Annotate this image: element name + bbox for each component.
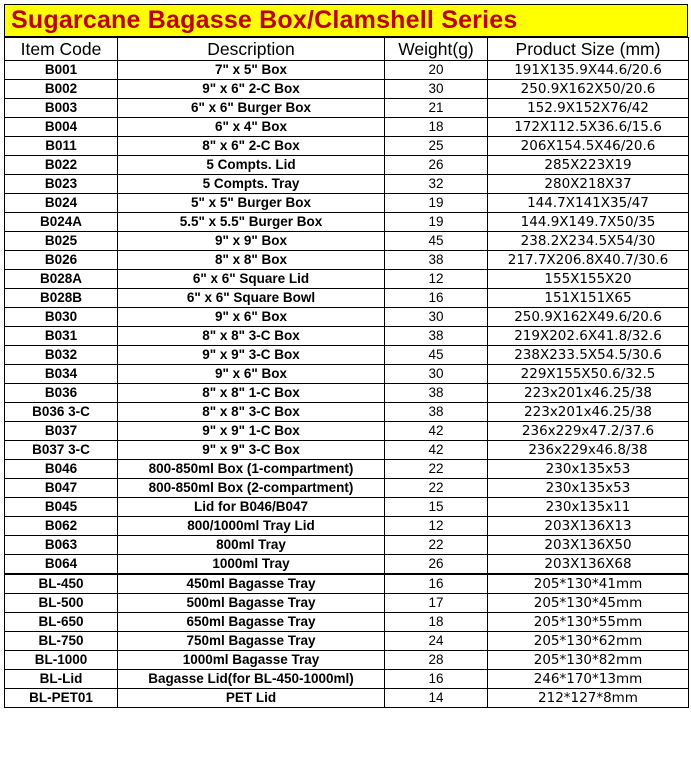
header-item-code: Item Code: [5, 38, 118, 61]
description-cell: 800/1000ml Tray Lid: [118, 517, 385, 536]
weight-cell: 28: [385, 651, 488, 670]
weight-cell: 45: [385, 232, 488, 251]
product-size-cell: 205*130*41mm: [488, 574, 689, 594]
item-code-cell: B026: [5, 251, 118, 270]
table-row: [5, 99, 689, 118]
item-code-cell: B063: [5, 536, 118, 555]
weight-cell: 22: [385, 460, 488, 479]
item-code-cell: B025: [5, 232, 118, 251]
description-cell: 8" x 8" 1-C Box: [118, 384, 385, 403]
description-cell: 9" x 6" Box: [118, 308, 385, 327]
page-title: Sugarcane Bagasse Box/Clamshell Series: [11, 6, 518, 34]
product-size-cell: 144.7X141X35/47: [488, 194, 689, 213]
product-size-cell: 230x135x53: [488, 479, 689, 498]
description-cell: 9" x 9" 1-C Box: [118, 422, 385, 441]
description-cell: 9" x 9" Box: [118, 232, 385, 251]
weight-cell: 38: [385, 327, 488, 346]
product-size-cell: 206X154.5X46/20.6: [488, 137, 689, 156]
header-product-size: Product Size (mm): [488, 38, 689, 61]
weight-cell: 20: [385, 61, 488, 80]
item-code-cell: B028B: [5, 289, 118, 308]
table-row: [5, 670, 689, 689]
product-size-cell: 238X233.5X54.5/30.6: [488, 346, 689, 365]
item-code-cell: BL-PET01: [5, 689, 118, 708]
product-size-cell: 230x135x11: [488, 498, 689, 517]
product-size-cell: 203X136X50: [488, 536, 689, 555]
description-cell: 6" x 6" Square Bowl: [118, 289, 385, 308]
description-cell: PET Lid: [118, 689, 385, 708]
table-row: [5, 175, 689, 194]
item-code-cell: B034: [5, 365, 118, 384]
weight-cell: 30: [385, 80, 488, 99]
description-cell: 9" x 6" Box: [118, 365, 385, 384]
header-description: Description: [118, 38, 385, 61]
table-row: [5, 270, 689, 289]
product-size-cell: 205*130*45mm: [488, 594, 689, 613]
table-row: [5, 365, 689, 384]
item-code-cell: B001: [5, 61, 118, 80]
product-size-cell: 223x201x46.25/38: [488, 403, 689, 422]
product-size-cell: 152.9X152X76/42: [488, 99, 689, 118]
description-cell: 800ml Tray: [118, 536, 385, 555]
product-size-cell: 155X155X20: [488, 270, 689, 289]
item-code-cell: BL-500: [5, 594, 118, 613]
table-row: [5, 517, 689, 536]
product-size-cell: 280X218X37: [488, 175, 689, 194]
product-size-cell: 205*130*82mm: [488, 651, 689, 670]
product-size-cell: 144.9X149.7X50/35: [488, 213, 689, 232]
weight-cell: 12: [385, 270, 488, 289]
table-row: [5, 156, 689, 175]
table-row: [5, 80, 689, 99]
weight-cell: 38: [385, 251, 488, 270]
description-cell: 500ml Bagasse Tray: [118, 594, 385, 613]
product-size-cell: 236x229x46.8/38: [488, 441, 689, 460]
product-size-cell: 223x201x46.25/38: [488, 384, 689, 403]
title-banner: [4, 4, 688, 37]
item-code-cell: B046: [5, 460, 118, 479]
table-row: [5, 194, 689, 213]
weight-cell: 14: [385, 689, 488, 708]
table-row: [5, 479, 689, 498]
item-code-cell: B032: [5, 346, 118, 365]
table-row: [5, 327, 689, 346]
table-row: [5, 289, 689, 308]
weight-cell: 22: [385, 536, 488, 555]
weight-cell: 15: [385, 498, 488, 517]
item-code-cell: B037: [5, 422, 118, 441]
table-row: [5, 346, 689, 365]
weight-cell: 42: [385, 441, 488, 460]
product-size-cell: 212*127*8mm: [488, 689, 689, 708]
weight-cell: 38: [385, 384, 488, 403]
product-size-cell: 219X202.6X41.8/32.6: [488, 327, 689, 346]
item-code-cell: B064: [5, 555, 118, 575]
description-cell: 5.5" x 5.5" Burger Box: [118, 213, 385, 232]
item-code-cell: B023: [5, 175, 118, 194]
weight-cell: 16: [385, 574, 488, 594]
item-code-cell: BL-Lid: [5, 670, 118, 689]
table-row: [5, 384, 689, 403]
table-row: [5, 403, 689, 422]
item-code-cell: B037 3-C: [5, 441, 118, 460]
description-cell: 450ml Bagasse Tray: [118, 574, 385, 594]
weight-cell: 19: [385, 213, 488, 232]
weight-cell: 12: [385, 517, 488, 536]
table-row: [5, 251, 689, 270]
description-cell: 9" x 6" 2-C Box: [118, 80, 385, 99]
product-size-cell: 229X155X50.6/32.5: [488, 365, 689, 384]
table-row: [5, 594, 689, 613]
description-cell: 750ml Bagasse Tray: [118, 632, 385, 651]
item-code-cell: BL-650: [5, 613, 118, 632]
weight-cell: 18: [385, 118, 488, 137]
table-row: [5, 536, 689, 555]
product-size-cell: 151X151X65: [488, 289, 689, 308]
item-code-cell: B024A: [5, 213, 118, 232]
description-cell: 5 Compts. Tray: [118, 175, 385, 194]
item-code-cell: B022: [5, 156, 118, 175]
item-code-cell: B031: [5, 327, 118, 346]
description-cell: 1000ml Bagasse Tray: [118, 651, 385, 670]
table-row: [5, 651, 689, 670]
description-cell: 8" x 8" Box: [118, 251, 385, 270]
item-code-cell: B024: [5, 194, 118, 213]
table-row: [5, 213, 689, 232]
description-cell: Lid for B046/B047: [118, 498, 385, 517]
table-row: [5, 137, 689, 156]
description-cell: 6" x 6" Square Lid: [118, 270, 385, 289]
weight-cell: 21: [385, 99, 488, 118]
item-code-cell: B045: [5, 498, 118, 517]
description-cell: 650ml Bagasse Tray: [118, 613, 385, 632]
table-row: [5, 61, 689, 80]
product-size-cell: 203X136X13: [488, 517, 689, 536]
product-size-cell: 246*170*13mm: [488, 670, 689, 689]
description-cell: 800-850ml Box (1-compartment): [118, 460, 385, 479]
description-cell: Bagasse Lid(for BL-450-1000ml): [118, 670, 385, 689]
description-cell: 8" x 8" 3-C Box: [118, 327, 385, 346]
weight-cell: 18: [385, 613, 488, 632]
item-code-cell: B002: [5, 80, 118, 99]
description-cell: 5 Compts. Lid: [118, 156, 385, 175]
header-weight: Weight(g): [385, 38, 488, 61]
product-table: [4, 37, 689, 708]
weight-cell: 25: [385, 137, 488, 156]
table-row: [5, 498, 689, 517]
table-row: [5, 632, 689, 651]
product-size-cell: 230x135x53: [488, 460, 689, 479]
weight-cell: 42: [385, 422, 488, 441]
description-cell: 8" x 6" 2-C Box: [118, 137, 385, 156]
item-code-cell: B011: [5, 137, 118, 156]
weight-cell: 17: [385, 594, 488, 613]
item-code-cell: B004: [5, 118, 118, 137]
weight-cell: 30: [385, 308, 488, 327]
table-row: [5, 460, 689, 479]
item-code-cell: BL-1000: [5, 651, 118, 670]
table-row: [5, 422, 689, 441]
product-size-cell: 172X112.5X36.6/15.6: [488, 118, 689, 137]
weight-cell: 26: [385, 555, 488, 575]
product-size-cell: 250.9X162X50/20.6: [488, 80, 689, 99]
item-code-cell: B036 3-C: [5, 403, 118, 422]
table-row: [5, 118, 689, 137]
description-cell: 7" x 5" Box: [118, 61, 385, 80]
table-header-row: [5, 38, 689, 61]
weight-cell: 38: [385, 403, 488, 422]
product-size-cell: 191X135.9X44.6/20.6: [488, 61, 689, 80]
table-row: [5, 308, 689, 327]
table-row: [5, 574, 689, 594]
table-row: [5, 555, 689, 575]
weight-cell: 26: [385, 156, 488, 175]
description-cell: 9" x 9" 3-C Box: [118, 346, 385, 365]
weight-cell: 16: [385, 670, 488, 689]
description-cell: 1000ml Tray: [118, 555, 385, 575]
weight-cell: 19: [385, 194, 488, 213]
description-cell: 6" x 4" Box: [118, 118, 385, 137]
description-cell: 8" x 8" 3-C Box: [118, 403, 385, 422]
product-size-cell: 217.7X206.8X40.7/30.6: [488, 251, 689, 270]
table-row: [5, 441, 689, 460]
product-size-cell: 285X223X19: [488, 156, 689, 175]
product-size-cell: 205*130*62mm: [488, 632, 689, 651]
table-row: [5, 689, 689, 708]
item-code-cell: BL-450: [5, 574, 118, 594]
product-size-cell: 250.9X162X49.6/20.6: [488, 308, 689, 327]
table-row: [5, 613, 689, 632]
weight-cell: 24: [385, 632, 488, 651]
item-code-cell: B003: [5, 99, 118, 118]
description-cell: 5" x 5" Burger Box: [118, 194, 385, 213]
table-body: [5, 61, 689, 708]
item-code-cell: BL-750: [5, 632, 118, 651]
table-row: [5, 232, 689, 251]
weight-cell: 45: [385, 346, 488, 365]
item-code-cell: B062: [5, 517, 118, 536]
description-cell: 6" x 6" Burger Box: [118, 99, 385, 118]
description-cell: 9" x 9" 3-C Box: [118, 441, 385, 460]
weight-cell: 22: [385, 479, 488, 498]
weight-cell: 32: [385, 175, 488, 194]
item-code-cell: B036: [5, 384, 118, 403]
item-code-cell: B030: [5, 308, 118, 327]
product-size-cell: 205*130*55mm: [488, 613, 689, 632]
weight-cell: 30: [385, 365, 488, 384]
description-cell: 800-850ml Box (2-compartment): [118, 479, 385, 498]
product-size-cell: 238.2X234.5X54/30: [488, 232, 689, 251]
item-code-cell: B047: [5, 479, 118, 498]
weight-cell: 16: [385, 289, 488, 308]
item-code-cell: B028A: [5, 270, 118, 289]
product-size-cell: 203X136X68: [488, 555, 689, 575]
product-size-cell: 236x229x47.2/37.6: [488, 422, 689, 441]
